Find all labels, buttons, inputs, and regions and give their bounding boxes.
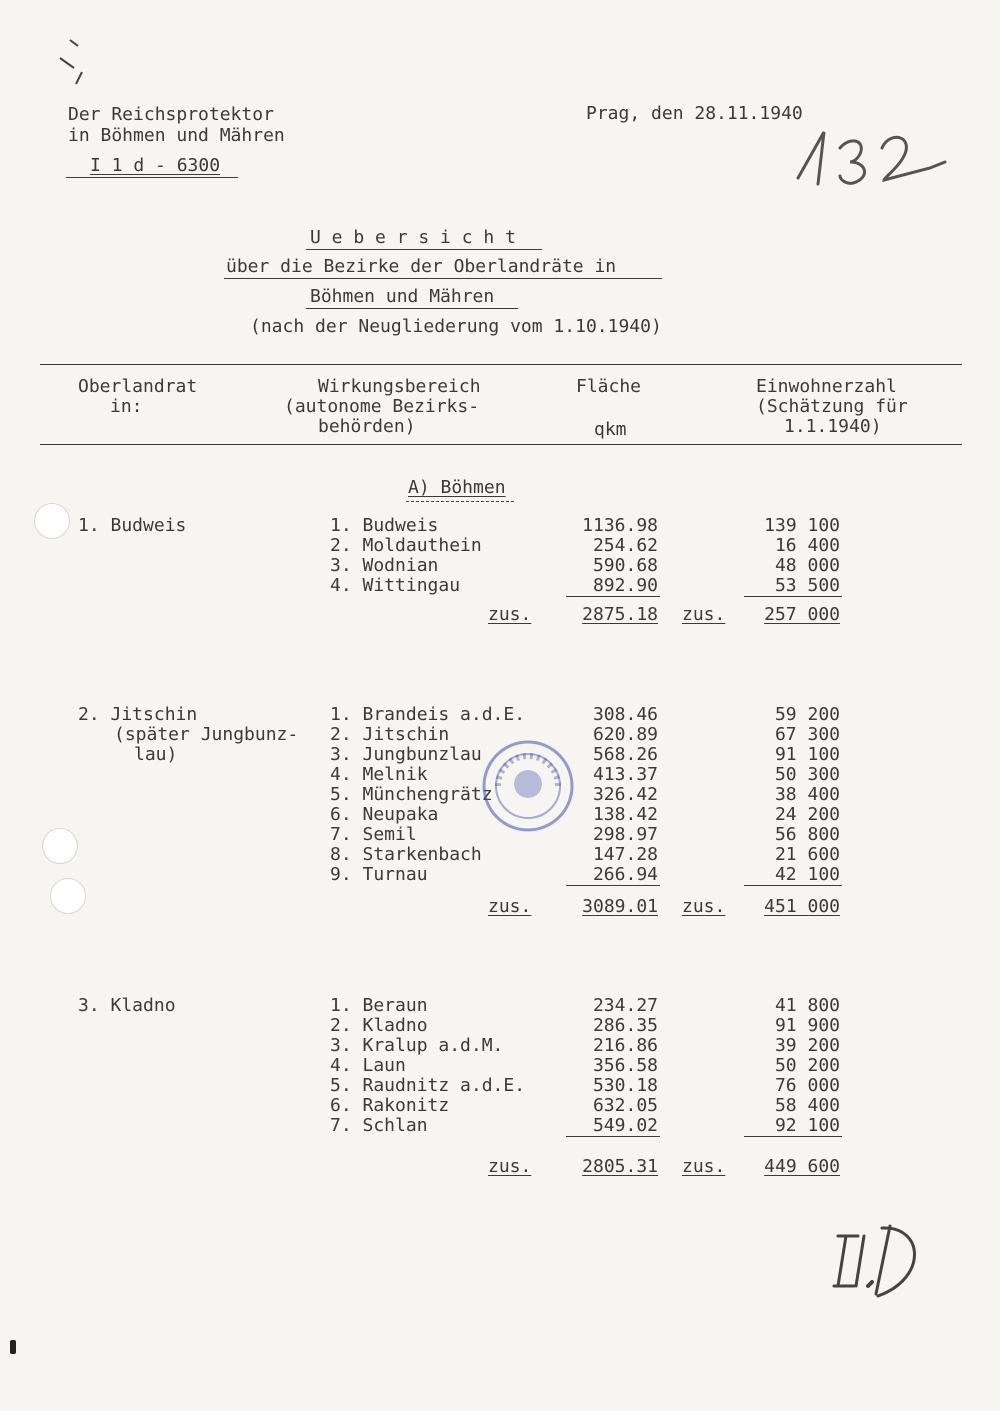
area-subtotal-rule (566, 885, 660, 886)
col-header-einwohnerzahl-2: (Schätzung für (756, 396, 908, 417)
district-name: 6. Rakonitz (330, 1095, 450, 1116)
punch-hole (42, 828, 78, 864)
district-name: 5. Münchengrätz (330, 784, 493, 805)
district-area: 620.89 (592, 724, 658, 745)
district-population: 92 100 (774, 1115, 840, 1136)
district-area: 892.90 (592, 575, 658, 596)
district-population: 41 800 (774, 995, 840, 1016)
col-header-oberlandrat: Oberlandrat (78, 376, 198, 397)
col-header-wirkungsbereich-3: behörden) (318, 416, 416, 437)
title-underline-1 (306, 249, 542, 250)
district-population: 76 000 (774, 1075, 840, 1096)
col-header-flaeche: Fläche (576, 376, 642, 397)
district-population: 91 900 (774, 1015, 840, 1036)
total-area: 2875.18 (582, 604, 658, 625)
district-population: 59 200 (774, 704, 840, 725)
district-population: 48 000 (774, 555, 840, 576)
table-header-rule (40, 444, 962, 445)
district-population: 139 100 (764, 515, 840, 536)
district-name: 5. Raudnitz a.d.E. (330, 1075, 526, 1096)
district-name: 7. Schlan (330, 1115, 428, 1136)
district-name: 4. Wittingau (330, 575, 461, 596)
district-area: 549.02 (592, 1115, 658, 1136)
area-subtotal-rule (566, 596, 660, 597)
district-area: 298.97 (592, 824, 658, 845)
district-name: 1. Beraun (330, 995, 428, 1016)
district-population: 38 400 (774, 784, 840, 805)
district-area: 530.18 (592, 1075, 658, 1096)
district-population: 67 300 (774, 724, 840, 745)
district-name: 3. Kralup a.d.M. (330, 1035, 504, 1056)
district-area: 234.27 (592, 995, 658, 1016)
section-heading-underline (406, 501, 514, 502)
district-name: 1. Budweis (330, 515, 439, 536)
group-name-line-3: lau) (134, 744, 178, 765)
pop-subtotal-rule (744, 596, 842, 597)
sender-line-2: in Böhmen und Mähren (68, 125, 285, 146)
total-label-pop: zus. (682, 1156, 726, 1177)
district-area: 356.58 (592, 1055, 658, 1076)
col-header-oberlandrat-2: in: (110, 396, 143, 417)
district-name: 7. Semil (330, 824, 417, 845)
table-top-rule (40, 364, 962, 365)
total-label-pop: zus. (682, 896, 726, 917)
district-population: 39 200 (774, 1035, 840, 1056)
total-label-pop: zus. (682, 604, 726, 625)
district-population: 24 200 (774, 804, 840, 825)
district-name: 4. Laun (330, 1055, 406, 1076)
district-population: 91 100 (774, 744, 840, 765)
pop-subtotal-rule (744, 1136, 842, 1137)
col-header-qkm: qkm (594, 419, 627, 440)
total-label-area: zus. (488, 604, 532, 625)
district-area: 308.46 (592, 704, 658, 725)
district-name: 3. Jungbunzlau (330, 744, 482, 765)
total-area: 2805.31 (582, 1156, 658, 1177)
district-area: 286.35 (592, 1015, 658, 1036)
group-name: 2. Jitschin (78, 704, 198, 725)
district-area: 590.68 (592, 555, 658, 576)
edge-mark (10, 1340, 16, 1354)
district-area: 568.26 (592, 744, 658, 765)
total-population: 449 600 (764, 1156, 840, 1177)
total-label-area: zus. (488, 896, 532, 917)
district-area: 1136.98 (582, 515, 658, 536)
pencil-mark-icon (30, 28, 100, 88)
district-area: 326.42 (592, 784, 658, 805)
reference-underline (66, 177, 238, 178)
total-population: 451 000 (764, 896, 840, 917)
district-name: 2. Kladno (330, 1015, 428, 1036)
place-date: Prag, den 28.11.1940 (586, 103, 803, 124)
district-name: 4. Melnik (330, 764, 428, 785)
group-name: 3. Kladno (78, 995, 176, 1016)
title-line-2: über die Bezirke der Oberlandräte in (226, 256, 617, 277)
district-area: 632.05 (592, 1095, 658, 1116)
section-heading: A) Böhmen (408, 477, 506, 498)
district-name: 9. Turnau (330, 864, 428, 885)
title-line-1: U e b e r s i c h t (310, 227, 516, 248)
office-stamp-icon (478, 736, 578, 836)
district-population: 58 400 (774, 1095, 840, 1116)
district-population: 21 600 (774, 844, 840, 865)
pop-subtotal-rule (744, 885, 842, 886)
district-name: 3. Wodnian (330, 555, 439, 576)
district-name: 2. Jitschin (330, 724, 450, 745)
district-area: 216.86 (592, 1035, 658, 1056)
group-name-line-2: (später Jungbunz- (114, 724, 299, 745)
title-underline-3 (306, 308, 518, 309)
punch-hole (34, 503, 70, 539)
district-name: 6. Neupaka (330, 804, 439, 825)
col-header-wirkungsbereich: Wirkungsbereich (318, 376, 481, 397)
district-population: 16 400 (774, 535, 840, 556)
total-population: 257 000 (764, 604, 840, 625)
district-population: 53 500 (774, 575, 840, 596)
district-name: 8. Starkenbach (330, 844, 482, 865)
col-header-einwohnerzahl: Einwohnerzahl (756, 376, 897, 397)
district-name: 1. Brandeis a.d.E. (330, 704, 526, 725)
title-line-3: Böhmen und Mähren (310, 286, 495, 307)
folio-number-handwritten (780, 118, 960, 198)
title-underline-2 (224, 278, 662, 279)
reference-number: I 1 d - 6300 (90, 155, 221, 176)
district-population: 50 200 (774, 1055, 840, 1076)
handwritten-mark-iid (824, 1216, 934, 1306)
area-subtotal-rule (566, 1136, 660, 1137)
total-label-area: zus. (488, 1156, 532, 1177)
district-area: 266.94 (592, 864, 658, 885)
district-population: 50 300 (774, 764, 840, 785)
district-area: 138.42 (592, 804, 658, 825)
district-area: 254.62 (592, 535, 658, 556)
group-name: 1. Budweis (78, 515, 187, 536)
district-population: 42 100 (774, 864, 840, 885)
sender-line-1: Der Reichsprotektor (68, 104, 274, 125)
district-name: 2. Moldauthein (330, 535, 482, 556)
district-area: 413.37 (592, 764, 658, 785)
title-line-4: (nach der Neugliederung vom 1.10.1940) (250, 316, 662, 337)
col-header-wirkungsbereich-2: (autonome Bezirks- (284, 396, 480, 417)
district-population: 56 800 (774, 824, 840, 845)
punch-hole (50, 878, 86, 914)
total-area: 3089.01 (582, 896, 658, 917)
district-area: 147.28 (592, 844, 658, 865)
col-header-einwohnerzahl-3: 1.1.1940) (784, 416, 882, 437)
